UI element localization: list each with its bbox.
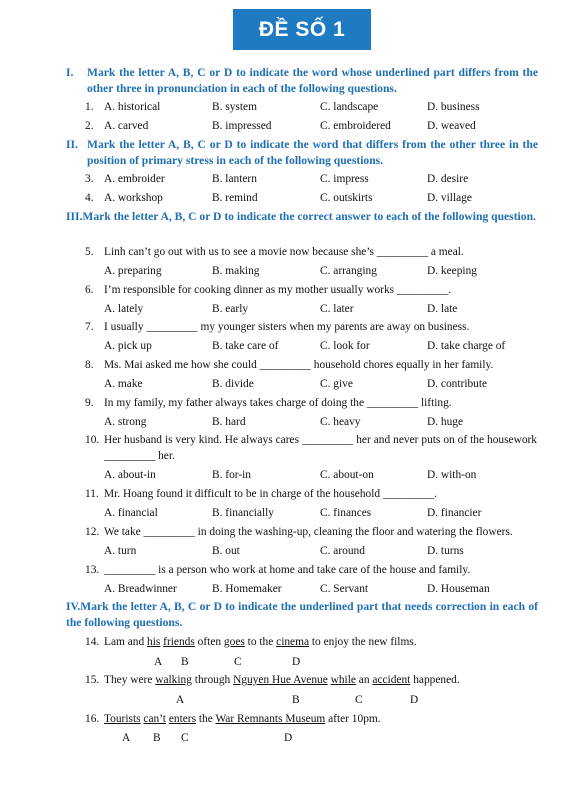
- letter-d: D: [284, 732, 293, 744]
- option-c: C. look for: [320, 340, 370, 352]
- option-a: A. historical: [104, 101, 161, 113]
- page-title: ĐỀ SỐ 1: [233, 9, 371, 50]
- option-d: D. keeping: [427, 265, 477, 277]
- underlined-part-b: can’t: [143, 713, 166, 725]
- option-b: B. early: [212, 303, 249, 315]
- letter-d: D: [292, 656, 301, 668]
- section-1-number: I.: [66, 66, 74, 79]
- letter-d: D: [410, 694, 419, 706]
- option-a: A. pick up: [104, 340, 152, 352]
- underlined-part-d: cinema: [276, 636, 310, 648]
- question-text: Linh can’t go out with us to see a movie now because she’s _________ a meal.: [104, 246, 464, 258]
- section-1-text: Mark the letter A, B, C or D to indicate the word whose underlined part differs from the other three in pronunciation in each of the following questions.: [87, 66, 538, 95]
- question-text: Her husband is very kind. He always cares _________ her and never puts on of the housework _________ her.: [104, 434, 537, 462]
- option-d: D. huge: [427, 416, 464, 428]
- underlined-part-d: accident: [372, 674, 411, 686]
- section-4-text: IV.Mark the letter A, B, C or D to indicate the underlined part that needs correction in each of the following questions.: [66, 600, 538, 629]
- underlined-part-c: goes: [223, 636, 245, 648]
- letter-a: A: [122, 732, 131, 744]
- question-text: [104, 634, 417, 650]
- option-d: D. business: [427, 101, 480, 113]
- underlined-part-a: walking: [155, 674, 192, 686]
- option-d: D. desire: [427, 173, 469, 185]
- underlined-part-a: his: [147, 636, 161, 648]
- section-1-heading: [66, 65, 538, 97]
- option-b: B. take care of: [212, 340, 279, 352]
- letter-a: A: [176, 694, 185, 706]
- underlined-part-d: War Remnants Museum: [215, 713, 326, 725]
- option-b: B. remind: [212, 192, 258, 204]
- option-c: C. arranging: [320, 265, 377, 277]
- option-c: C. finances: [320, 507, 372, 519]
- section-2-text: Mark the letter A, B, C or D to indicate the word that differs from the other three in the position of primary stress in each of the following questions.: [87, 138, 538, 167]
- question-number: 16.: [85, 713, 100, 725]
- option-c: C. landscape: [320, 101, 379, 113]
- option-a: A. lately: [104, 303, 144, 315]
- option-a: A. embroider: [104, 173, 165, 185]
- option-a: A. workshop: [104, 192, 163, 204]
- text-fragment: often: [194, 636, 224, 648]
- text-fragment: to the: [244, 636, 277, 648]
- section-2-heading: [66, 137, 538, 169]
- question-number: 4.: [85, 192, 94, 204]
- option-c: C. give: [320, 378, 353, 390]
- text-fragment: Lam and: [104, 636, 148, 648]
- underlined-part-b: Nguyen Hue Avenue: [233, 674, 328, 686]
- text-fragment: through: [191, 674, 234, 686]
- question-text: I’m responsible for cooking dinner as my mother usually works _________.: [104, 284, 452, 296]
- question-text: [104, 711, 381, 727]
- option-a: A. make: [104, 378, 143, 390]
- underlined-part-b: friends: [163, 636, 195, 648]
- option-d: D. weaved: [427, 120, 476, 132]
- option-d: D. Houseman: [427, 583, 490, 595]
- option-c: C. impress: [320, 173, 369, 185]
- option-d: D. turns: [427, 545, 464, 557]
- option-b: B. system: [212, 101, 257, 113]
- letter-a: A: [154, 656, 163, 668]
- question-text: _________ is a person who work at home and take care of the house and family.: [104, 564, 471, 576]
- text-fragment: after 10pm.: [325, 713, 381, 725]
- question-number: 1.: [85, 101, 94, 113]
- question-text: I usually _________ my younger sisters when my parents are away on business.: [104, 321, 470, 333]
- option-c: C. outskirts: [320, 192, 373, 204]
- option-b: B. hard: [212, 416, 246, 428]
- question-number: 3.: [85, 173, 94, 185]
- question-text: Mr. Hoang found it difficult to be in charge of the household _________.: [104, 488, 438, 500]
- option-b: B. lantern: [212, 173, 257, 185]
- option-b: B. making: [212, 265, 260, 277]
- text-fragment: They were: [104, 674, 156, 686]
- option-d: D. village: [427, 192, 472, 204]
- option-b: B. out: [212, 545, 240, 557]
- question-number: 10.: [85, 434, 100, 446]
- option-b: B. divide: [212, 378, 254, 390]
- question-text: We take _________ in doing the washing-up, cleaning the floor and watering the flowers.: [104, 526, 513, 538]
- letter-b: B: [181, 656, 189, 668]
- letter-c: C: [234, 656, 242, 668]
- question-number: 12.: [85, 526, 100, 538]
- question-number: 6.: [85, 284, 94, 296]
- text-fragment: an: [355, 674, 373, 686]
- option-d: D. contribute: [427, 378, 488, 390]
- letter-c: C: [181, 732, 189, 744]
- section-3-heading: [66, 209, 538, 225]
- question-number: 11.: [85, 488, 99, 500]
- question-number: 8.: [85, 359, 94, 371]
- option-c: C. later: [320, 303, 354, 315]
- option-a: A. carved: [104, 120, 149, 132]
- question-number: 15.: [85, 674, 100, 686]
- option-d: D. take charge of: [427, 340, 506, 352]
- option-d: D. late: [427, 303, 458, 315]
- underlined-part-a: Tourists: [104, 713, 141, 725]
- section-2-number: II.: [66, 138, 78, 151]
- question-number: 13.: [85, 564, 100, 576]
- question-10: [85, 432, 537, 464]
- option-a: A. financial: [104, 507, 158, 519]
- section-3-text: III.Mark the letter A, B, C or D to indicate the correct answer to each of the following question.: [66, 210, 536, 223]
- option-b: B. impressed: [212, 120, 272, 132]
- option-a: A. about-in: [104, 469, 156, 481]
- underlined-part-c: while: [330, 674, 356, 686]
- option-c: C. Servant: [320, 583, 369, 595]
- option-b: B. financially: [212, 507, 274, 519]
- letter-c: C: [355, 694, 363, 706]
- text-fragment: to enjoy the new films.: [309, 636, 417, 648]
- option-c: C. around: [320, 545, 365, 557]
- question-text: Ms. Mai asked me how she could _________ household chores equally in her family.: [104, 359, 494, 371]
- option-d: D. with-on: [427, 469, 477, 481]
- question-number: 7.: [85, 321, 94, 333]
- question-number: 2.: [85, 120, 94, 132]
- option-c: C. about-on: [320, 469, 374, 481]
- option-a: A. strong: [104, 416, 147, 428]
- question-number: 14.: [85, 636, 100, 648]
- letter-b: B: [153, 732, 161, 744]
- option-b: B. Homemaker: [212, 583, 282, 595]
- section-4-heading: [66, 599, 538, 631]
- letter-b: B: [292, 694, 300, 706]
- option-a: A. preparing: [104, 265, 162, 277]
- option-c: C. embroidered: [320, 120, 391, 132]
- underlined-part-c: enters: [168, 713, 197, 725]
- option-b: B. for-in: [212, 469, 251, 481]
- question-number: 5.: [85, 246, 94, 258]
- question-text: In my family, my father always takes charge of doing the _________ lifting.: [104, 397, 452, 409]
- text-fragment: the: [196, 713, 216, 725]
- option-d: D. financier: [427, 507, 482, 519]
- option-a: A. Breadwinner: [104, 583, 177, 595]
- question-number: 9.: [85, 397, 94, 409]
- option-a: A. turn: [104, 545, 137, 557]
- option-c: C. heavy: [320, 416, 361, 428]
- question-text: [104, 672, 460, 688]
- text-fragment: happened.: [410, 674, 460, 686]
